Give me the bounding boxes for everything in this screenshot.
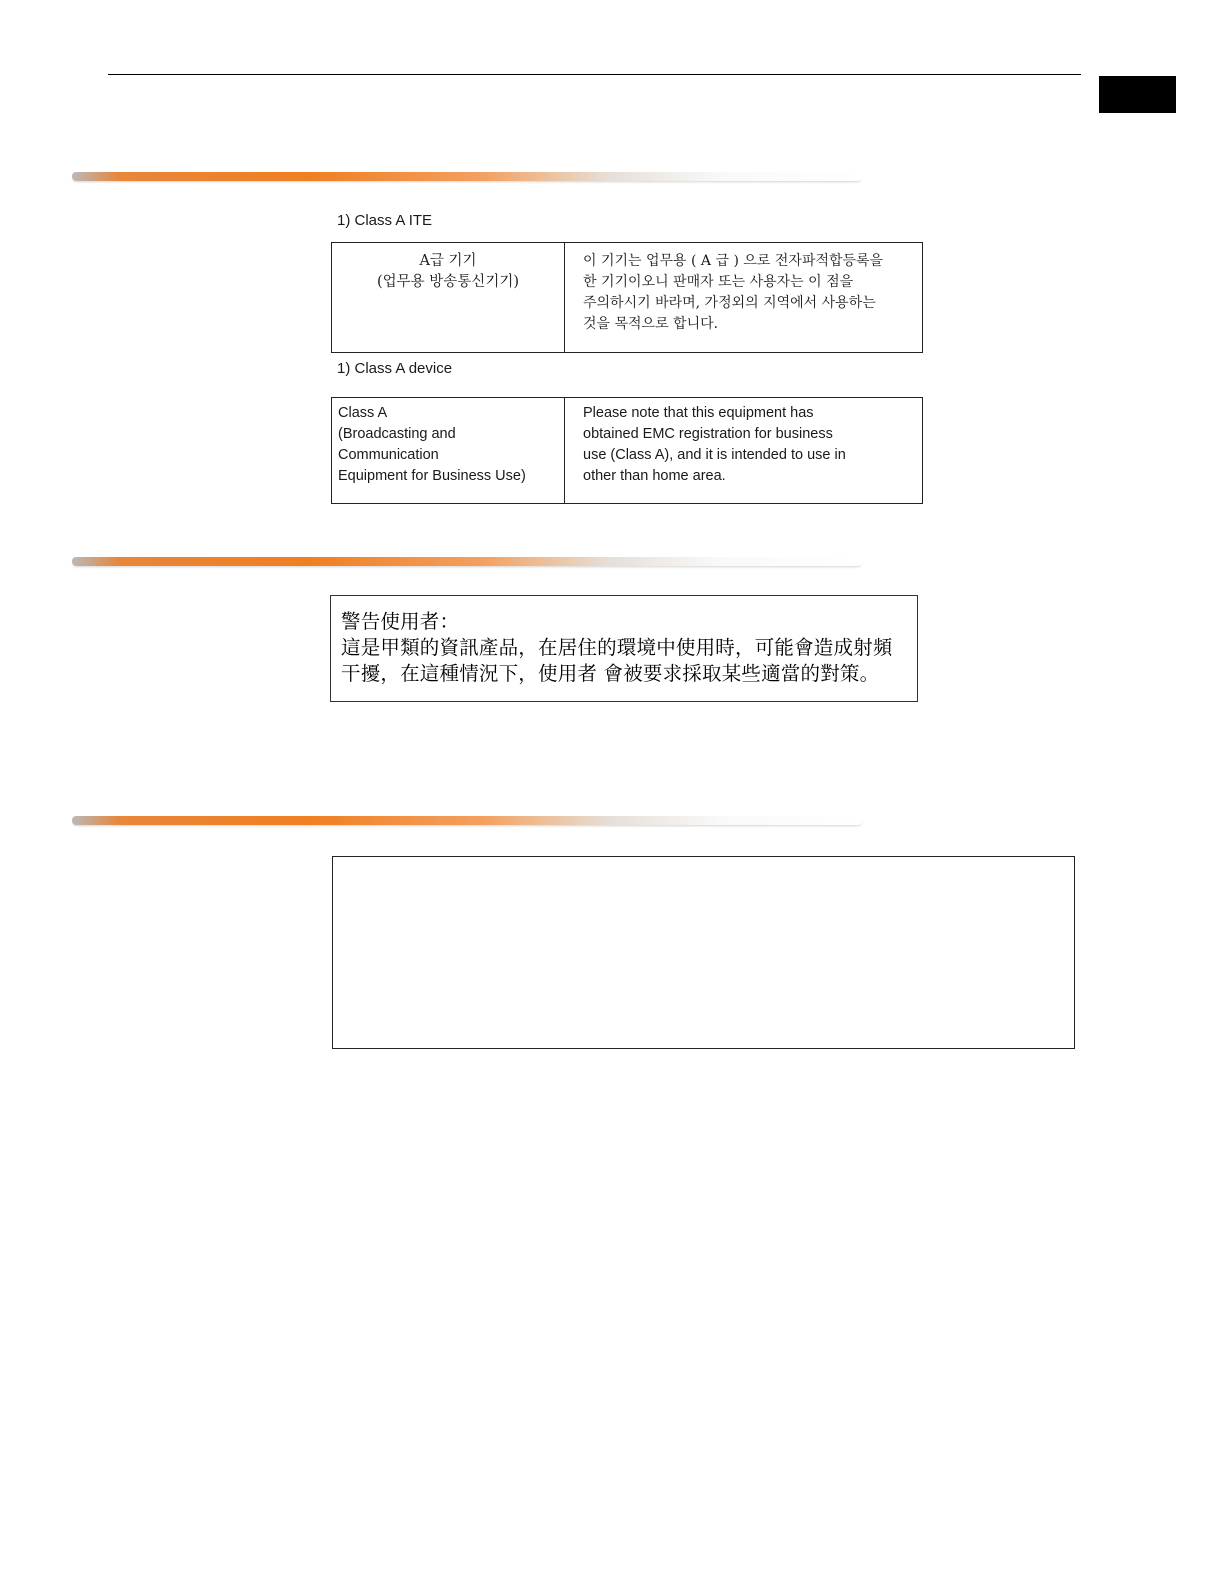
- empty-notice-box: [332, 856, 1075, 1049]
- table-row: [332, 243, 923, 353]
- taiwan-bsmi-warning-box: [330, 595, 918, 702]
- warning-line: 干擾，在這種情況下，使用者 會被要求採取某些適當的對策。: [341, 662, 880, 685]
- device-notice-line: use (Class A), and it is intended to use in: [583, 447, 846, 463]
- device-notice-line: Please note that this equipment has: [583, 405, 814, 421]
- class-a-device-table: [331, 397, 923, 504]
- device-label-cell: [332, 398, 565, 504]
- section-divider-bar: [72, 172, 862, 181]
- ite-notice-line: 이 기기는 업무용 ( A 급 ) 으로 전자파적합등록을: [583, 253, 884, 269]
- device-notice-line: obtained EMC registration for business: [583, 426, 833, 442]
- ite-label-line: A급 기기: [419, 253, 477, 269]
- ite-notice-line: 것을 목적으로 합니다.: [583, 316, 719, 332]
- class-a-device-caption: 1) Class A device: [337, 360, 453, 377]
- ite-notice-cell: [565, 243, 923, 353]
- ite-notice-line: 한 기기이오니 판매자 또는 사용자는 이 점을: [583, 274, 854, 290]
- ite-label-line: (업무용 방송통신기기): [377, 274, 519, 290]
- class-a-ite-table: [331, 242, 923, 353]
- ite-label-cell: [332, 243, 565, 353]
- top-rule: [108, 74, 1081, 75]
- table-row: [332, 398, 923, 504]
- device-label-line: Class A: [338, 405, 388, 421]
- section-divider-bar: [72, 816, 862, 825]
- page-tab-marker: [1099, 76, 1176, 113]
- warning-heading: 警告使用者：: [341, 610, 460, 633]
- warning-line: 這是甲類的資訊產品，在居住的環境中使用時，可能會造成射頻: [341, 636, 893, 659]
- section-divider-bar: [72, 557, 862, 566]
- device-label-line: (Broadcasting and: [338, 426, 456, 442]
- class-a-ite-caption: 1) Class A ITE: [337, 212, 433, 229]
- ite-notice-line: 주의하시기 바라며, 가정외의 지역에서 사용하는: [583, 295, 876, 311]
- device-label-line: Communication: [338, 447, 439, 463]
- device-notice-cell: [565, 398, 923, 504]
- device-notice-line: other than home area.: [583, 468, 726, 484]
- device-label-line: Equipment for Business Use): [338, 468, 526, 484]
